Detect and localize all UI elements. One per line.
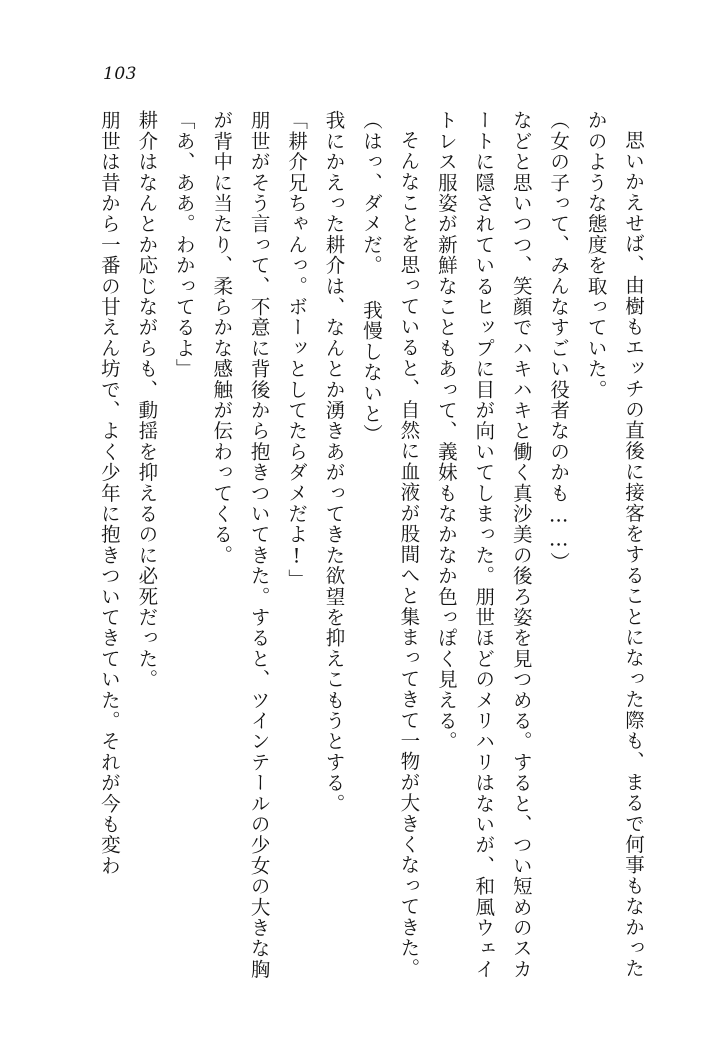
paragraph: 朋世は昔から一番の甘えん坊で、よく少年に抱きついてきていた。それが今も変わ <box>97 110 121 876</box>
page-body-text <box>62 110 652 990</box>
paragraph: 「耕介兄ちゃんっ。ボーッとしてたらダメだよ!」 <box>285 110 309 590</box>
page-number: 103 <box>103 64 137 84</box>
paragraph: 「あ、ああ。わかってるよ」 <box>172 110 196 380</box>
paragraph: そんなことを思っていると、自然に血液が股間へと集まってきて一物が大きくなってきた。 <box>397 129 421 979</box>
paragraph: 我にかえった耕介は、なんとか湧きあがってきた欲望を抑えこもうとする。 <box>322 110 346 814</box>
paragraph: （はっ、ダメだ。 我慢しないと） <box>359 110 383 445</box>
paragraph: 思いかえせば、由樹もエッチの直後に接客をすることになった際も、まるで何事もなかったかのような態度を取っていた。 <box>584 110 645 979</box>
paragraph: 耕介はなんとか応じながらも、動揺を抑えるのに必死だった。 <box>135 110 159 690</box>
paragraph: などと思いつつ、笑顔でハキハキと働く真沙美の後ろ姿を見つめる。すると、つい短めのスカートに隠されているヒップに目が向いてしまった。朋世ほどのメリハリはないが、和風ウェイトレス服姿が新鮮なこともあって、義妹もなかなか色っぽく見える。 <box>434 110 533 980</box>
paragraph: 朋世がそう言って、不意に背後から抱きついてきた。すると、ツインテールの少女の大きな胸が背中に当たり、柔らかな感触が伝わってくる。 <box>210 110 271 980</box>
paragraph: （女の子って、みんなすごい役者なのかも……） <box>547 110 571 573</box>
